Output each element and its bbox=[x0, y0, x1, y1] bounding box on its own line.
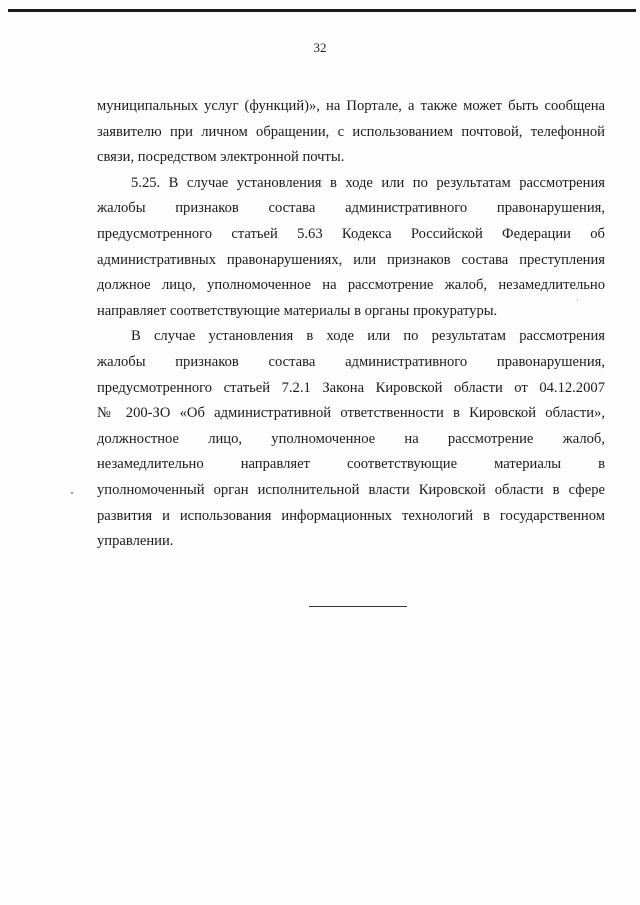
text-line: жалобы признаков состава административного правонарушения, bbox=[97, 200, 605, 217]
text-line: В случае установления в ходе или по результатам рассмотрения bbox=[131, 328, 605, 345]
document-body bbox=[97, 94, 605, 555]
text-line: направляет соответствующие материалы в органы прокуратуры. bbox=[97, 302, 498, 319]
text-line: 5.25. В случае установления в ходе или по результатам рассмотрения bbox=[131, 174, 605, 191]
text-line: должное лицо, уполномоченное на рассмотрение жалоб, незамедлительно bbox=[97, 277, 605, 294]
text-line: управлении. bbox=[97, 533, 174, 550]
text-line: связи, посредством электронной почты. bbox=[97, 149, 345, 166]
text-line: муниципальных услуг (функций)», на Портале, а также может быть сообщена bbox=[97, 98, 605, 114]
top-border-line bbox=[8, 9, 636, 12]
text-line: уполномоченный орган исполнительной власти Кировской области в сфере bbox=[97, 481, 605, 498]
text-line: предусмотренного статьей 5.63 Кодекса Российской Федерации об bbox=[97, 225, 605, 242]
text-line: незамедлительно направляет соответствующие материалы в bbox=[97, 456, 605, 473]
text-line: № 200-ЗО «Об административной ответственности в Кировской области», bbox=[97, 405, 605, 422]
page-number: 32 bbox=[313, 40, 327, 55]
text-line: должностное лицо, уполномоченное на рассмотрение жалоб, bbox=[97, 430, 605, 447]
text-line: предусмотренного статьей 7.2.1 Закона Кировской области от 04.12.2007 bbox=[97, 379, 605, 396]
text-line: развития и использования информационных технологий в государственном bbox=[97, 507, 605, 524]
text-line: административных правонарушениях, или признаков состава преступления bbox=[97, 251, 605, 268]
text-line: жалобы признаков состава административного правонарушения, bbox=[97, 353, 605, 370]
scan-speck bbox=[71, 492, 73, 494]
scan-speck bbox=[577, 300, 578, 301]
end-separator-line bbox=[309, 606, 407, 607]
text-line: заявителю при личном обращении, с использованием почтовой, телефонной bbox=[97, 123, 605, 140]
